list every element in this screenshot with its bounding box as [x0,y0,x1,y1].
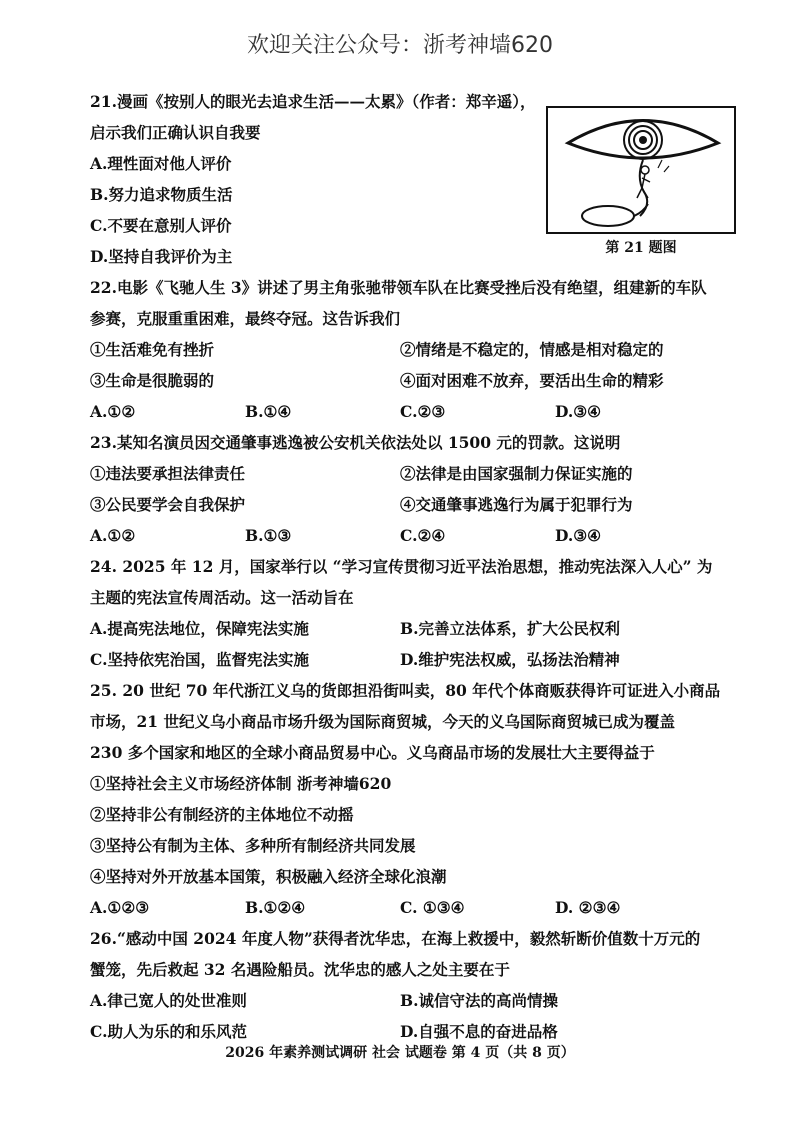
question-22-statements [90,334,730,396]
question-22-stem-line-1: 22.电影《飞驰人生 3》讲述了男主角张驰带领车队在比赛受挫后没有绝望，组建新的车队 [90,278,707,297]
figure-caption: 第 21 题图 [605,240,677,256]
question-24-stem-line-2: 主题的宪法宣传周活动。这一活动旨在 [90,588,354,607]
option-d: D.③④ [555,402,602,421]
statement-1: ①生活难免有挫折 [90,340,215,359]
question-24 [90,551,730,675]
option-b: B.①④ [245,402,292,421]
question-22-options [90,396,730,427]
statement-3: ③公民要学会自我保护 [90,495,246,514]
question-24-stem-line-1: 24. 2025 年 12 月，国家举行以 “学习宣传贯彻习近平法治思想，推动宪法深入人心” 为 [90,557,713,576]
question-23-statements [90,458,730,520]
option-b: B.诚信守法的高尚情操 [400,991,558,1010]
option-b: B.①③ [245,526,292,545]
question-26-options [90,985,730,1047]
statement-2: ②法律是由国家强制力保证实施的 [400,464,633,483]
option-c: C.坚持依宪治国，监督宪法实施 [90,650,309,669]
option-b: B.完善立法体系，扩大公民权利 [400,619,620,638]
page-header-watermark: 欢迎关注公众号：浙考神墙620 [247,33,553,58]
option-a: A.提高宪法地位，保障宪法实施 [90,619,309,638]
option-d: D.维护宪法权威，弘扬法治精神 [400,650,620,669]
question-25-options [90,892,730,923]
question-22 [90,272,730,427]
question-25-stem-line-2: 市场，21 世纪义乌小商品市场升级为国际商贸城，今天的义乌国际商贸城已成为覆盖 [90,712,675,731]
statement-1: ①违法要承担法律责任 [90,464,246,483]
option-a: A.①② [90,526,136,545]
option-d: D.③④ [555,526,602,545]
question-21 [90,86,730,272]
question-23 [90,427,730,551]
option-d: D.自强不息的奋进品格 [400,1022,558,1041]
question-24-options [90,613,730,675]
statement-2: ②情绪是不稳定的，情感是相对稳定的 [400,340,664,359]
question-23-stem-line-1: 23.某知名演员因交通肇事逃逸被公安机关依法处以 1500 元的罚款。这说明 [90,433,621,452]
option-c: C.助人为乐的和乐风范 [90,1022,247,1041]
option-c: C.②③ [400,402,446,421]
option-a: A.律己宽人的处世准则 [90,991,247,1010]
option-d: D. ②③④ [555,898,621,917]
option-a: A.①② [90,402,136,421]
question-26 [90,923,730,1047]
question-22-stem-line-2: 参赛，克服重重困难，最终夺冠。这告诉我们 [90,309,401,328]
option-c: C.②④ [400,526,446,545]
option-b: B.①②④ [245,898,306,917]
question-21-option-b: B.努力追求物质生活 [90,185,233,204]
question-26-stem-line-2: 蟹笼，先后救起 32 名遇险船员。沈华忠的感人之处主要在于 [90,960,510,979]
question-21-stem-line-1: 21.漫画《按别人的眼光去追求生活——太累》（作者：郑辛遥）， [90,92,536,111]
question-21-stem-line-2: 启示我们正确认识自我要 [90,123,261,142]
question-21-option-a: A.理性面对他人评价 [90,154,232,173]
page-footer: 2026 年素养测试调研 社会 试题卷 第 4 页（共 8 页） [225,1045,575,1061]
statement-1: ①坚持社会主义市场经济体制 浙考神墙620 [90,774,392,793]
option-a: A.①②③ [90,898,150,917]
statement-4: ④交通肇事逃逸行为属于犯罪行为 [400,495,633,514]
question-content [90,86,730,1047]
question-21-option-c: C.不要在意别人评价 [90,216,232,235]
question-26-stem-line-1: 26.“感动中国 2024 年度人物”获得者沈华忠，在海上救援中，毅然斩断价值数十万元的 [90,929,701,948]
statement-3: ③坚持公有制为主体、多种所有制经济共同发展 [90,836,416,855]
statement-2: ②坚持非公有制经济的主体地位不动摇 [90,805,354,824]
option-c: C. ①③④ [400,898,465,917]
statement-4: ④坚持对外开放基本国策，积极融入经济全球化浪潮 [90,867,447,886]
question-25-stem-line-1: 25. 20 世纪 70 年代浙江义乌的货郎担沿街叫卖，80 年代个体商贩获得许可证进入小商品 [90,681,721,700]
question-23-options [90,520,730,551]
question-25-stem-line-3: 230 多个国家和地区的全球小商品贸易中心。义乌商品市场的发展壮大主要得益于 [90,743,655,762]
statement-3: ③生命是很脆弱的 [90,371,215,390]
statement-4: ④面对困难不放弃，要活出生命的精彩 [400,371,664,390]
question-21-option-d: D.坚持自我评价为主 [90,247,233,266]
question-25 [90,675,730,923]
